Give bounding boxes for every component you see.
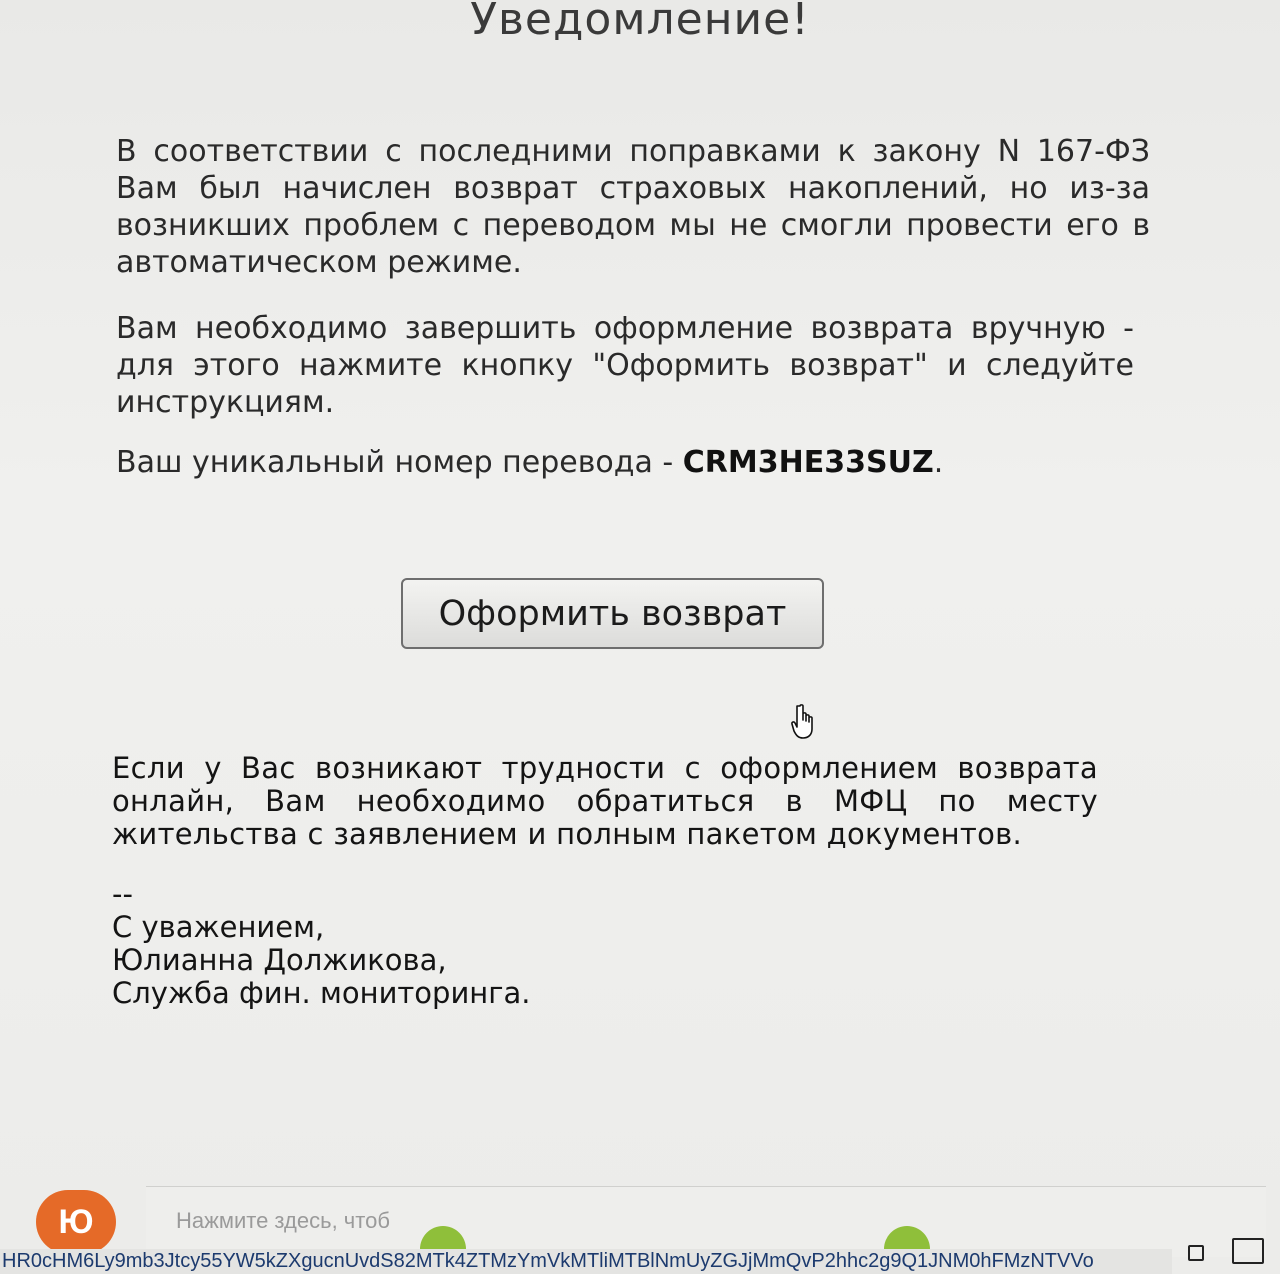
hand-pointer-icon: [788, 704, 816, 740]
submit-refund-button[interactable]: Оформить возврат: [401, 578, 824, 649]
signature-greeting: С уважением,: [112, 910, 325, 944]
status-url: HR0cHM6Ly9mb3Jtcy55YW5kZXgucnUvdS82MTk4ZTMzYmVkMTliMTBlNmUyZGJjMmQvP2hhc2g9Q1JNM0hFMzNTVVo: [0, 1249, 1172, 1274]
transfer-number-code: CRM3HE33SUZ: [682, 445, 934, 480]
signature-department: Служба фин. мониторинга.: [112, 976, 531, 1010]
notice-paragraph-refund: В соответствии с последними поправками к закону N 167-ФЗ Вам был начислен возврат страховых накоплений, но из-за возникших проблем с переводом мы не смогли провести его в автоматическом режиме.: [116, 134, 1150, 280]
signature-name: Юлианна Должикова,: [112, 943, 447, 977]
transfer-number-line: [116, 444, 1150, 481]
minimize-icon[interactable]: [1188, 1245, 1204, 1261]
help-paragraph: Если у Вас возникают трудности с оформлением возврата онлайн, Вам необходимо обратиться в МФЦ по месту жительства с заявлением и полным пакетом документов.: [112, 751, 1098, 851]
notice-paragraph-instructions: Вам необходимо завершить оформление возврата вручную - для этого нажмите кнопку "Оформить возврат" и следуйте инструкциям.: [116, 311, 1134, 420]
signature-block: [112, 878, 531, 1010]
chat-placeholder: Нажмите здесь, чтоб: [176, 1208, 390, 1233]
brand-logo-icon[interactable]: Ю: [36, 1190, 116, 1254]
signature-separator: --: [112, 877, 133, 911]
transfer-number-suffix: .: [933, 445, 944, 480]
page-title: Уведомление!: [470, 0, 810, 45]
transfer-number-label: Ваш уникальный номер перевода -: [116, 445, 683, 480]
window-icon[interactable]: [1232, 1238, 1264, 1264]
